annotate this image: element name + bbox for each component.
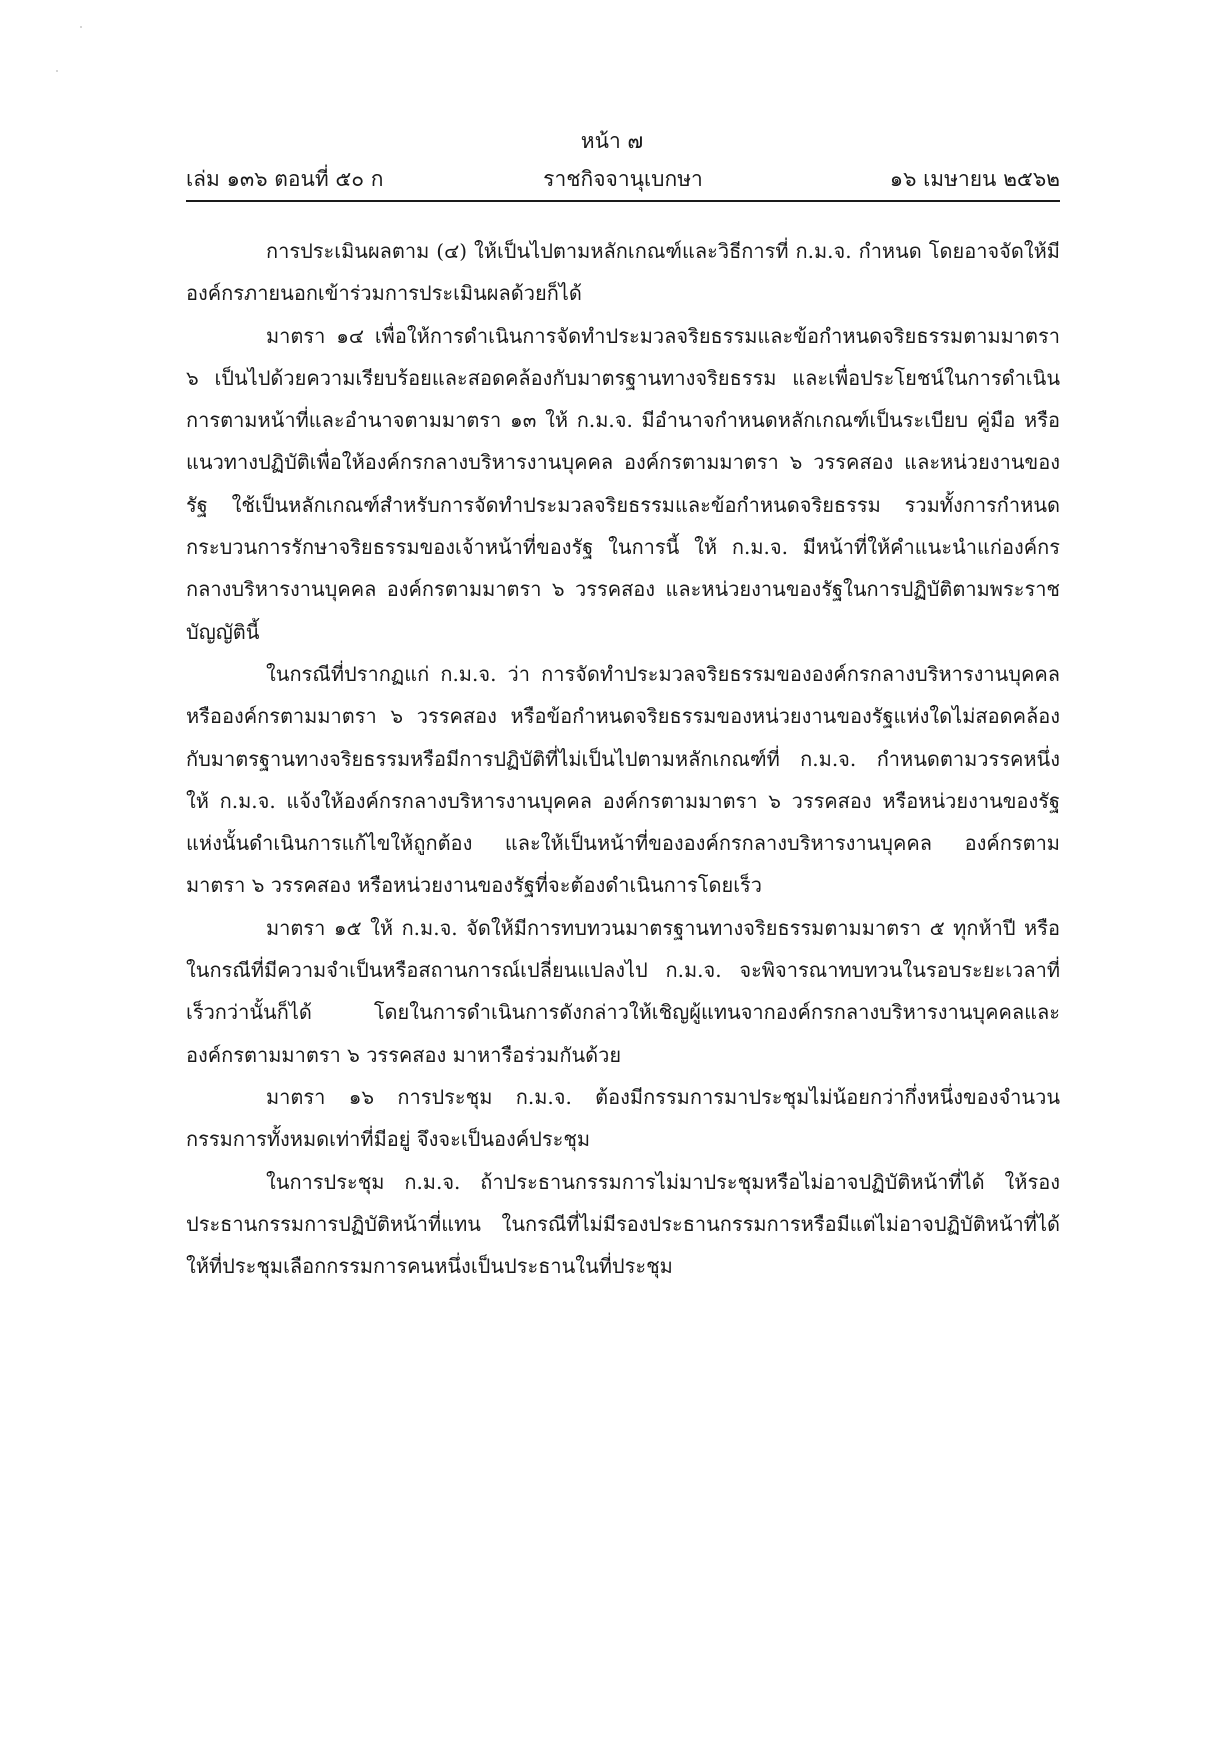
paragraph: การประเมินผลตาม (๔) ให้เป็นไปตามหลักเกณฑ์และวิธีการที่ ก.ม.จ. กำหนด โดยอาจจัดให้มีองค์กรภายนอกเข้าร่วมการประเมินผลด้วยก็ได้ bbox=[186, 239, 1060, 306]
header-rule bbox=[186, 200, 1060, 202]
gazette-header bbox=[186, 163, 1060, 195]
volume-issue: เล่ม ๑๓๖ ตอนที่ ๕๐ ก bbox=[186, 167, 384, 191]
paragraph-section-15: มาตรา ๑๕ ให้ ก.ม.จ. จัดให้มีการทบทวนมาตรฐานทางจริยธรรมตามมาตรา ๕ ทุกห้าปี หรือในกรณีที่มีความจำเป็นหรือสถานการณ์เปลี่ยนแปลงไป ก.ม.จ. จะพิจารณาทบทวนในรอบระยะเวลาที่เร็วกว่านั้นก็ได้ โดยในการดำเนินการดังกล่าวให้เชิญผู้แทนจากองค์กรกลางบริหารงานบุคคลและองค์กรตามมาตรา ๖ วรรคสอง มาหารือร่วมกันด้วย bbox=[186, 915, 1060, 1067]
page-number: หน้า ๗ bbox=[580, 129, 644, 153]
publication-date: ๑๖ เมษายน ๒๕๖๒ bbox=[889, 167, 1060, 191]
scan-speck bbox=[80, 26, 82, 28]
paragraph: ในการประชุม ก.ม.จ. ถ้าประธานกรรมการไม่มาประชุมหรือไม่อาจปฏิบัติหน้าที่ได้ ให้รองประธานกรรมการปฏิบัติหน้าที่แทน ในกรณีที่ไม่มีรองประธานกรรมการหรือมีแต่ไม่อาจปฏิบัติหน้าที่ได้ ให้ที่ประชุมเลือกกรรมการคนหนึ่งเป็นประธานในที่ประชุม bbox=[186, 1169, 1060, 1279]
paragraph-section-14: มาตรา ๑๔ เพื่อให้การดำเนินการจัดทำประมวลจริยธรรมและข้อกำหนดจริยธรรมตามมาตรา ๖ เป็นไปด้วยความเรียบร้อยและสอดคล้องกับมาตรฐานทางจริยธรรม และเพื่อประโยชน์ในการดำเนินการตามหน้าที่และอำนาจตามมาตรา ๑๓ ให้ ก.ม.จ. มีอำนาจกำหนดหลักเกณฑ์เป็นระเบียบ คู่มือ หรือแนวทางปฏิบัติเพื่อให้องค์กรกลางบริหารงานบุคคล องค์กรตามมาตรา ๖ วรรคสอง และหน่วยงานของรัฐ ใช้เป็นหลักเกณฑ์สำหรับการจัดทำประมวลจริยธรรมและข้อกำหนดจริยธรรม รวมทั้งการกำหนดกระบวนการรักษาจริยธรรมของเจ้าหน้าที่ของรัฐ ในการนี้ ให้ ก.ม.จ. มีหน้าที่ให้คำแนะนำแก่องค์กรกลางบริหารงานบุคคล องค์กรตามมาตรา ๖ วรรคสอง และหน่วยงานของรัฐในการปฏิบัติตามพระราชบัญญัตินี้ bbox=[186, 323, 1060, 644]
scan-speck bbox=[56, 70, 58, 72]
paragraph-section-16: มาตรา ๑๖ การประชุม ก.ม.จ. ต้องมีกรรมการมาประชุมไม่น้อยกว่ากึ่งหนึ่งของจำนวนกรรมการทั้งหมดเท่าที่มีอยู่ จึงจะเป็นองค์ประชุม bbox=[186, 1084, 1060, 1152]
paragraph: ในกรณีที่ปรากฏแก่ ก.ม.จ. ว่า การจัดทำประมวลจริยธรรมขององค์กรกลางบริหารงานบุคคลหรือองค์กรตามมาตรา ๖ วรรคสอง หรือข้อกำหนดจริยธรรมของหน่วยงานของรัฐแห่งใดไม่สอดคล้องกับมาตรฐานทางจริยธรรมหรือมีการปฏิบัติที่ไม่เป็นไปตามหลักเกณฑ์ที่ ก.ม.จ. กำหนดตามวรรคหนึ่ง ให้ ก.ม.จ. แจ้งให้องค์กรกลางบริหารงานบุคคล องค์กรตามมาตรา ๖ วรรคสอง หรือหน่วยงานของรัฐแห่งนั้นดำเนินการแก้ไขให้ถูกต้อง และให้เป็นหน้าที่ขององค์กรกลางบริหารงานบุคคล องค์กรตามมาตรา ๖ วรรคสอง หรือหน่วยงานของรัฐที่จะต้องดำเนินการโดยเร็ว bbox=[186, 661, 1060, 898]
publication-title: ราชกิจจานุเบกษา bbox=[543, 167, 703, 191]
document-body bbox=[186, 230, 1060, 1287]
